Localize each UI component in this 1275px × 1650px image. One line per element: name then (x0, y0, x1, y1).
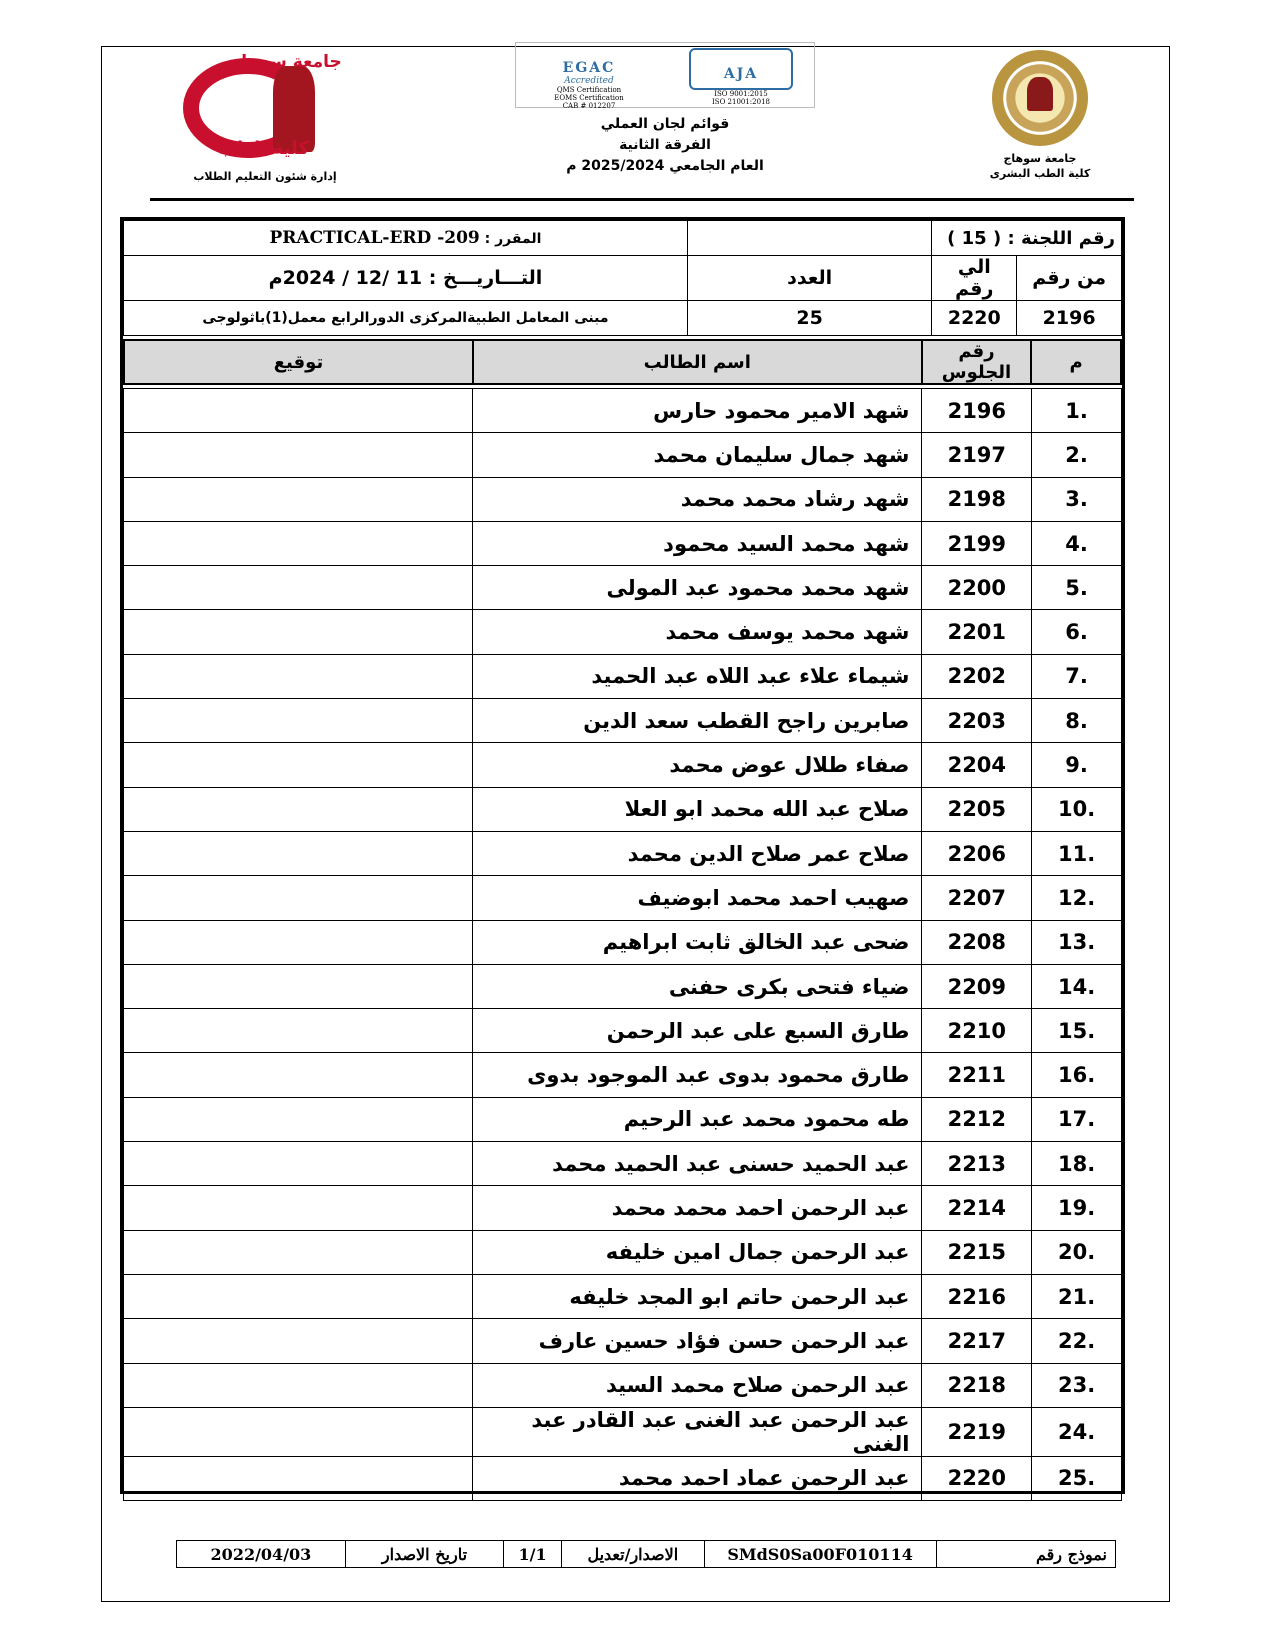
row-seat-number: 2215 (922, 1230, 1032, 1274)
row-seat-number: 2211 (922, 1053, 1032, 1097)
row-index: 11. (1032, 831, 1122, 875)
row-seat-number: 2213 (922, 1142, 1032, 1186)
form-number-value: SMdS0Sa00F010114 (704, 1541, 936, 1568)
row-seat-number: 2196 (922, 389, 1032, 433)
row-seat-number: 2219 (922, 1407, 1032, 1456)
row-index: 22. (1032, 1319, 1122, 1363)
table-row (124, 566, 1122, 610)
row-student-name: صهيب احمد محمد ابوضيف (473, 876, 922, 920)
table-row (124, 433, 1122, 477)
table-row (124, 964, 1122, 1008)
row-index: 19. (1032, 1186, 1122, 1230)
row-index: 6. (1032, 610, 1122, 654)
table-row (124, 1053, 1122, 1097)
aja-logo: AJA ISO 9001:2015 ISO 21001:2018 (671, 46, 811, 104)
row-signature (124, 1142, 473, 1186)
row-student-name: عبد الرحمن حسن فؤاد حسين عارف (473, 1319, 922, 1363)
course-code: PRACTICAL-ERD -209 (269, 228, 480, 248)
date-value: 11 /12 / 2024م (268, 267, 423, 289)
row-index: 14. (1032, 964, 1122, 1008)
to-label: الي رقم (932, 256, 1017, 301)
table-row (124, 1230, 1122, 1274)
row-seat-number: 2214 (922, 1186, 1032, 1230)
committee-sheet (120, 217, 1125, 1494)
date-cell: التـــاريـــخ : 11 /12 / 2024م (124, 256, 688, 301)
row-signature (124, 1186, 473, 1230)
row-student-name: طارق السبع على عبد الرحمن (473, 1009, 922, 1053)
course-cell: المقرر : PRACTICAL-ERD -209 (124, 221, 688, 256)
version-value: 1/1 (504, 1541, 562, 1568)
row-student-name: طارق محمود بدوى عبد الموجود بدوى (473, 1053, 922, 1097)
row-signature (124, 1053, 473, 1097)
row-student-name: شهد رشاد محمد محمد (473, 477, 922, 521)
row-index: 16. (1032, 1053, 1122, 1097)
row-student-name: صفاء طلال عوض محمد (473, 743, 922, 787)
row-signature (124, 699, 473, 743)
row-signature (124, 1407, 473, 1456)
row-student-name: شهد محمد محمود عبد المولى (473, 566, 922, 610)
row-student-name: عبد الرحمن احمد محمد محمد (473, 1186, 922, 1230)
row-signature (124, 433, 473, 477)
row-index: 18. (1032, 1142, 1122, 1186)
row-seat-number: 2206 (922, 831, 1032, 875)
table-row (124, 1186, 1122, 1230)
row-index: 13. (1032, 920, 1122, 964)
egac-logo: EGAC Accredited QMS Certification EOMS Certification CAB # 012207 (554, 60, 624, 110)
col-seat: رقم الجلوس (922, 340, 1032, 384)
row-index: 4. (1032, 521, 1122, 565)
table-row (124, 787, 1122, 831)
university-seal-icon (992, 50, 1088, 146)
table-row (124, 743, 1122, 787)
row-index: 17. (1032, 1097, 1122, 1141)
row-signature (124, 521, 473, 565)
row-seat-number: 2204 (922, 743, 1032, 787)
row-signature (124, 477, 473, 521)
row-signature (124, 1363, 473, 1407)
row-seat-number: 2198 (922, 477, 1032, 521)
row-signature (124, 1009, 473, 1053)
row-seat-number: 2220 (922, 1456, 1032, 1500)
row-index: 7. (1032, 654, 1122, 698)
row-student-name: شيماء علاء عبد اللاه عبد الحميد (473, 654, 922, 698)
col-index: م (1031, 340, 1121, 384)
table-row (124, 1097, 1122, 1141)
table-row (124, 654, 1122, 698)
row-signature (124, 654, 473, 698)
table-row (124, 1142, 1122, 1186)
row-signature (124, 964, 473, 1008)
row-signature (124, 1097, 473, 1141)
version-label: الاصدار/تعديل (562, 1541, 704, 1568)
row-seat-number: 2205 (922, 787, 1032, 831)
row-student-name: شهد محمد السيد محمود (473, 521, 922, 565)
students-table (123, 388, 1122, 1501)
issue-date-value: 2022/04/03 (177, 1541, 346, 1568)
info-empty-cell (687, 221, 932, 256)
row-seat-number: 2202 (922, 654, 1032, 698)
faculty-logo-icon: جامعة سوهاج كلية الطب (177, 52, 353, 162)
title-block (515, 42, 815, 177)
row-student-name: عبد الرحمن عماد احمد محمد (473, 1456, 922, 1500)
row-seat-number: 2210 (922, 1009, 1032, 1053)
row-seat-number: 2203 (922, 699, 1032, 743)
row-student-name: شهد الامير محمود حارس (473, 389, 922, 433)
table-row (124, 876, 1122, 920)
row-signature (124, 787, 473, 831)
row-index: 9. (1032, 743, 1122, 787)
row-seat-number: 2208 (922, 920, 1032, 964)
row-seat-number: 2209 (922, 964, 1032, 1008)
table-row (124, 1456, 1122, 1500)
university-block (960, 50, 1120, 180)
to-value: 2220 (932, 301, 1017, 336)
row-index: 1. (1032, 389, 1122, 433)
table-row (124, 1363, 1122, 1407)
from-value: 2196 (1017, 301, 1122, 336)
title-line-1: قوائم لجان العملي (600, 116, 730, 132)
row-seat-number: 2197 (922, 433, 1032, 477)
row-seat-number: 2200 (922, 566, 1032, 610)
row-student-name: شهد محمد يوسف محمد (473, 610, 922, 654)
row-index: 2. (1032, 433, 1122, 477)
count-value: 25 (687, 301, 932, 336)
row-seat-number: 2218 (922, 1363, 1032, 1407)
row-index: 12. (1032, 876, 1122, 920)
table-row (124, 1009, 1122, 1053)
row-index: 23. (1032, 1363, 1122, 1407)
row-signature (124, 1230, 473, 1274)
row-index: 21. (1032, 1274, 1122, 1318)
row-signature (124, 389, 473, 433)
row-student-name: عبد الرحمن حاتم ابو المجد خليفه (473, 1274, 922, 1318)
form-number-label: نموذج رقم (936, 1541, 1115, 1568)
row-signature (124, 1274, 473, 1318)
row-signature (124, 566, 473, 610)
row-student-name: صابرين راجح القطب سعد الدين (473, 699, 922, 743)
department-name: إدارة شئون التعليم الطلاب (193, 170, 337, 183)
footer-table (176, 1540, 1116, 1568)
location: مبنى المعامل الطبيةالمركزى الدورالرابع معمل(1)باثولوجى (124, 301, 688, 336)
table-row (124, 1319, 1122, 1363)
committee-number: رقم اللجنة : ( 15 ) (932, 221, 1122, 256)
from-label: من رقم (1017, 256, 1122, 301)
row-signature (124, 610, 473, 654)
row-seat-number: 2216 (922, 1274, 1032, 1318)
row-student-name: عبد الرحمن عبد الغنى عبد القادر عبد الغنى (473, 1407, 922, 1456)
title-line-2: الفرقة الثانية (619, 137, 711, 153)
row-index: 25. (1032, 1456, 1122, 1500)
row-index: 24. (1032, 1407, 1122, 1456)
table-row (124, 1407, 1122, 1456)
column-header-table (123, 339, 1122, 385)
table-row (124, 831, 1122, 875)
table-row (124, 610, 1122, 654)
table-row (124, 477, 1122, 521)
row-signature (124, 1319, 473, 1363)
faculty-name: كلية الطب البشرى (989, 167, 1091, 180)
row-signature (124, 920, 473, 964)
row-signature (124, 831, 473, 875)
row-signature (124, 1456, 473, 1500)
issue-date-label: تاريخ الاصدار (345, 1541, 503, 1568)
row-index: 20. (1032, 1230, 1122, 1274)
row-student-name: طه محمود محمد عبد الرحيم (473, 1097, 922, 1141)
header-rule (150, 198, 1134, 201)
row-seat-number: 2212 (922, 1097, 1032, 1141)
committee-info-table (123, 220, 1122, 336)
col-name: اسم الطالب (473, 340, 922, 384)
title-line-3: العام الجامعي 2025/2024 م (566, 158, 764, 174)
accreditation-logos (515, 42, 815, 108)
table-row (124, 521, 1122, 565)
row-student-name: صلاح عبد الله محمد ابو العلا (473, 787, 922, 831)
row-seat-number: 2207 (922, 876, 1032, 920)
table-row (124, 389, 1122, 433)
row-student-name: ضحى عبد الخالق ثابت ابراهيم (473, 920, 922, 964)
row-student-name: ضياء فتحى بكرى حفنى (473, 964, 922, 1008)
faculty-block (160, 52, 370, 183)
row-student-name: عبد الحميد حسنى عبد الحميد محمد (473, 1142, 922, 1186)
form-footer (176, 1540, 1116, 1569)
row-student-name: عبد الرحمن صلاح محمد السيد (473, 1363, 922, 1407)
row-student-name: شهد جمال سليمان محمد (473, 433, 922, 477)
row-signature (124, 876, 473, 920)
row-student-name: صلاح عمر صلاح الدين محمد (473, 831, 922, 875)
table-row (124, 1274, 1122, 1318)
row-student-name: عبد الرحمن جمال امين خليفه (473, 1230, 922, 1274)
row-index: 15. (1032, 1009, 1122, 1053)
row-seat-number: 2199 (922, 521, 1032, 565)
row-index: 5. (1032, 566, 1122, 610)
col-signature: توقيع (124, 340, 473, 384)
row-index: 8. (1032, 699, 1122, 743)
row-seat-number: 2217 (922, 1319, 1032, 1363)
count-label: العدد (687, 256, 932, 301)
row-index: 3. (1032, 477, 1122, 521)
table-row (124, 699, 1122, 743)
table-row (124, 920, 1122, 964)
university-name: جامعة سوهاج (1003, 152, 1077, 165)
row-seat-number: 2201 (922, 610, 1032, 654)
row-index: 10. (1032, 787, 1122, 831)
row-signature (124, 743, 473, 787)
